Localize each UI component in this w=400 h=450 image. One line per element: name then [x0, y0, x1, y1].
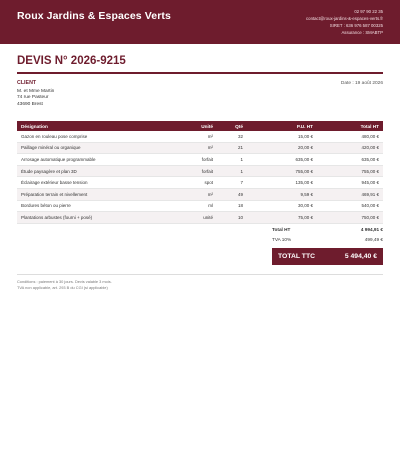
- col-qty: Qté: [217, 121, 247, 131]
- cell-total: 469,91 €: [317, 188, 383, 200]
- cell-qty: 1: [217, 154, 247, 166]
- cell-designation: Éclairage extérieur basse tension: [17, 177, 167, 189]
- cell-unit: spot: [167, 177, 217, 189]
- cell-unit: m²: [167, 131, 217, 142]
- total-ttc-box: [272, 248, 383, 265]
- col-unit: Unité: [167, 121, 217, 131]
- cell-unit: m²: [167, 188, 217, 200]
- cell-qty: 32: [217, 131, 247, 142]
- tva-value: 499,49 €: [364, 237, 383, 242]
- total-ht-label: Total HT: [272, 227, 291, 232]
- cell-designation: Gazon en rouleau pose comprise: [17, 131, 167, 142]
- cell-total: 750,00 €: [317, 212, 383, 224]
- cell-unit: ml: [167, 200, 217, 212]
- cell-total: 480,00 €: [317, 131, 383, 142]
- cell-unit: forfait: [167, 154, 217, 166]
- cell-total: 635,00 €: [317, 154, 383, 166]
- total-ht-row: [272, 226, 383, 236]
- company-siret: SIRET : 636 976 587 00325: [329, 23, 383, 28]
- client-address: [17, 89, 54, 108]
- payment-conditions: Conditions : paiement à 30 jours. Devis valable 3 mois.: [17, 279, 112, 284]
- table-row: [17, 154, 383, 166]
- cell-qty: 21: [217, 142, 247, 154]
- cell-unit-price: 75,00 €: [247, 212, 317, 224]
- cell-designation: Étude paysagère et plan 3D: [17, 165, 167, 177]
- table-header-row: [17, 121, 383, 131]
- cell-unit: forfait: [167, 165, 217, 177]
- company-phone: 02 97 90 22 35: [354, 9, 383, 14]
- footer-notes: [17, 279, 112, 290]
- tva-label: TVA 10%: [272, 237, 292, 242]
- tva-note: TVA non applicable, art. 293 B du CGI (si applicable): [17, 284, 108, 290]
- cell-unit-price: 135,00 €: [247, 177, 317, 189]
- cell-qty: 1: [217, 165, 247, 177]
- title-divider: [17, 72, 383, 74]
- col-designation: Désignation: [17, 121, 167, 131]
- cell-designation: Bordures béton ou pierre: [17, 200, 167, 212]
- cell-total: 420,00 €: [317, 142, 383, 154]
- cell-total: 755,00 €: [317, 165, 383, 177]
- table-row: [17, 131, 383, 142]
- document-header: [0, 0, 400, 44]
- client-street: 74 rue Pasteur: [17, 95, 49, 101]
- company-contact: [306, 8, 383, 36]
- cell-total: 945,00 €: [317, 177, 383, 189]
- cell-qty: 18: [217, 200, 247, 212]
- col-total: Total HT: [317, 121, 383, 131]
- tva-row: [272, 236, 383, 246]
- client-name: M. et Mme Martin: [17, 89, 55, 94]
- cell-unit-price: 30,00 €: [247, 200, 317, 212]
- table-row: [17, 188, 383, 200]
- table-row: [17, 165, 383, 177]
- cell-unit-price: 20,00 €: [247, 142, 317, 154]
- col-unit-price: P.U. HT: [247, 121, 317, 131]
- cell-designation: Arrosage automatique programmable: [17, 154, 167, 166]
- totals-block: [272, 226, 383, 246]
- total-ht-value: 4 994,91 €: [360, 227, 383, 232]
- cell-designation: Paillage minéral ou organique: [17, 142, 167, 154]
- cell-unit: m²: [167, 142, 217, 154]
- cell-unit-price: 15,00 €: [247, 131, 317, 142]
- client-city: 43690 Brest: [17, 101, 43, 107]
- footer-divider: [17, 274, 383, 275]
- cell-qty: 7: [217, 177, 247, 189]
- cell-total: 540,00 €: [317, 200, 383, 212]
- line-items-table: [17, 121, 383, 224]
- cell-qty: 49: [217, 188, 247, 200]
- cell-designation: Préparation terrain et nivellement: [17, 188, 167, 200]
- table-row: [17, 212, 383, 224]
- company-email: contact@roux-jardins-&-espaces-verts.fr: [306, 16, 383, 21]
- client-label: CLIENT: [17, 80, 37, 86]
- cell-unit-price: 635,00 €: [247, 154, 317, 166]
- cell-designation: Plantations arbustes (fourni + posé): [17, 212, 167, 224]
- table-row: [17, 200, 383, 212]
- cell-unit: unité: [167, 212, 217, 224]
- total-ttc-label: TOTAL TTC: [278, 253, 316, 260]
- total-ttc-value: 5 494,40 €: [344, 253, 377, 260]
- company-insurance: Assurance : SMABTP: [341, 30, 383, 35]
- table-row: [17, 177, 383, 189]
- company-name: Roux Jardins & Espaces Verts: [17, 10, 171, 22]
- table-row: [17, 142, 383, 154]
- cell-unit-price: 9,59 €: [247, 188, 317, 200]
- cell-unit-price: 755,00 €: [247, 165, 317, 177]
- quote-title: DEVIS N° 2026-9215: [17, 55, 126, 67]
- quote-date: Date : 19 août 2026: [340, 81, 383, 86]
- cell-qty: 10: [217, 212, 247, 224]
